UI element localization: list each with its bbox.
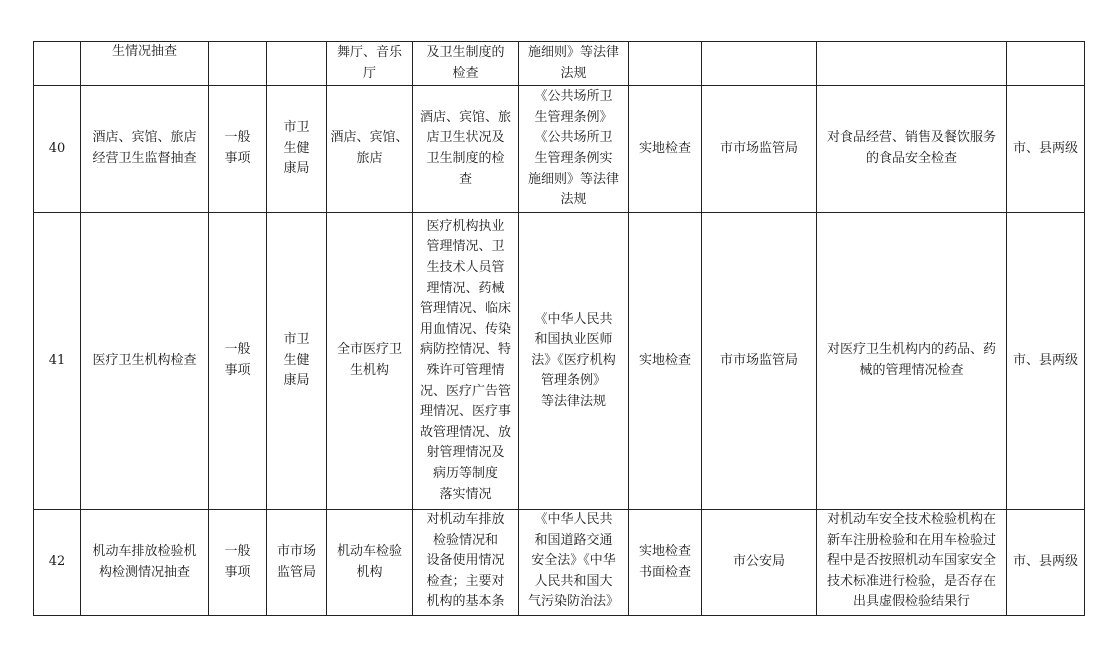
cell-dept: 市卫 生健 康局: [267, 86, 327, 213]
cell-category: [209, 42, 267, 86]
cell-level: [1007, 42, 1085, 86]
cell-category: 一般 事项: [209, 86, 267, 213]
cell-no: [34, 42, 81, 86]
cell-no: 42: [34, 510, 81, 616]
cell-object: 机动车检验 机构: [327, 510, 413, 616]
table-row: [34, 86, 1085, 213]
cell-object: 舞厅、音乐 厅: [327, 42, 413, 86]
cell-object: 全市医疗卫 生机构: [327, 213, 413, 510]
cell-agency: 市市场监管局: [702, 213, 817, 510]
cell-basis: 《中华人民共 和国道路交通 安全法》《中华 人民共和国大 气污染防治法》: [519, 510, 629, 616]
inspection-table: [33, 41, 1085, 616]
cell-dept: 市卫 生健 康局: [267, 213, 327, 510]
cell-level: 市、县两级: [1007, 213, 1085, 510]
cell-agency: 市市场监管局: [702, 86, 817, 213]
cell-content: 对机动车排放 检验情况和 设备使用情况 检查；主要对 机构的基本条: [413, 510, 519, 616]
cell-level: 市、县两级: [1007, 510, 1085, 616]
table-row: [34, 213, 1085, 510]
cell-content: 酒店、宾馆、旅 店卫生状况及 卫生制度的检 查: [413, 86, 519, 213]
cell-no: 41: [34, 213, 81, 510]
cell-category: 一般 事项: [209, 213, 267, 510]
cell-agency: 市公安局: [702, 510, 817, 616]
cell-method: 实地检查: [629, 213, 702, 510]
cell-level: 市、县两级: [1007, 86, 1085, 213]
cell-basis: 《中华人民共 和国执业医师 法》《医疗机构 管理条例》 等法律法规: [519, 213, 629, 510]
cell-item: 酒店、宾馆、旅店 经营卫生监督抽查: [81, 86, 209, 213]
cell-category: 一般 事项: [209, 510, 267, 616]
cell-agency: [702, 42, 817, 86]
cell-method: 实地检查 书面检查: [629, 510, 702, 616]
cell-item: 机动车排放检验机 构检测情况抽查: [81, 510, 209, 616]
cell-scope: 对机动车安全技术检验机构在新车注册检验和在用车检验过程中是否按照机动车国家安全技术标准进行检验，是否存在出具虚假检验结果行: [817, 510, 1007, 616]
cell-basis: 施细则》等法律 法规: [519, 42, 629, 86]
cell-scope: [817, 42, 1007, 86]
table-row: [34, 510, 1085, 616]
cell-basis: 《公共场所卫 生管理条例》 《公共场所卫 生管理条例实 施细则》等法律 法规: [519, 86, 629, 213]
cell-scope: 对医疗卫生机构内的药品、药 械的管理情况检查: [817, 213, 1007, 510]
cell-item: 生情况抽查: [81, 42, 209, 86]
cell-dept: 市市场 监管局: [267, 510, 327, 616]
cell-method: [629, 42, 702, 86]
cell-dept: [267, 42, 327, 86]
cell-content: 医疗机构执业 管理情况、卫 生技术人员管 理情况、药械 管理情况、临床 用血情况、传染 病防控情况、特 殊许可管理情 况、医疗广告管 理情况、医疗事 故管理情况、放 射管理情况及 病历等制度 落实情况: [413, 213, 519, 510]
cell-scope: 对食品经营、销售及餐饮服务 的食品安全检查: [817, 86, 1007, 213]
cell-item: 医疗卫生机构检查: [81, 213, 209, 510]
cell-no: 40: [34, 86, 81, 213]
cell-content: 及卫生制度的 检查: [413, 42, 519, 86]
table-row: [34, 42, 1085, 86]
cell-method: 实地检查: [629, 86, 702, 213]
cell-object: 酒店、宾馆、 旅店: [327, 86, 413, 213]
